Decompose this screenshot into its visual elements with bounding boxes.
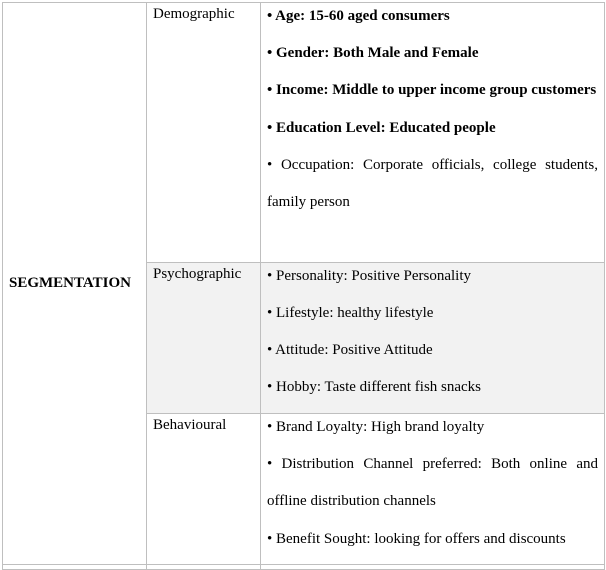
list-item: • Gender: Both Male and Female [267, 45, 479, 61]
list-item: • Hobby: Taste different fish snacks [267, 379, 482, 395]
behavioural-details [261, 414, 605, 565]
list-item: • Benefit Sought: looking for offers and discounts [267, 531, 566, 547]
category-demographic: Demographic [147, 3, 261, 263]
list-item: • Personality: Positive Personality [267, 268, 471, 284]
table-row [3, 3, 605, 263]
empty-cell [261, 565, 605, 570]
list-item: • Brand Loyalty: High brand loyalty [267, 419, 485, 435]
category-behavioural: Behavioural [147, 414, 261, 565]
segmentation-table [2, 2, 605, 570]
table-row-partial [3, 565, 605, 570]
list-item: • Age: 15-60 aged consumers [267, 8, 450, 24]
list-item: • Distribution Channel preferred: Both online and offline distribution channels [267, 456, 598, 509]
list-item: • Lifestyle: healthy lifestyle [267, 305, 434, 321]
list-item: • Income: Middle to upper income group customers [267, 82, 597, 98]
empty-cell [147, 565, 261, 570]
list-item: • Occupation: Corporate officials, college students, family person [267, 157, 598, 210]
psychographic-details [261, 263, 605, 414]
list-item: • Education Level: Educated people [267, 120, 496, 136]
segmentation-label: SEGMENTATION [3, 3, 147, 565]
list-item: • Attitude: Positive Attitude [267, 342, 433, 358]
empty-cell [3, 565, 147, 570]
category-psychographic: Psychographic [147, 263, 261, 414]
demographic-details [261, 3, 605, 263]
